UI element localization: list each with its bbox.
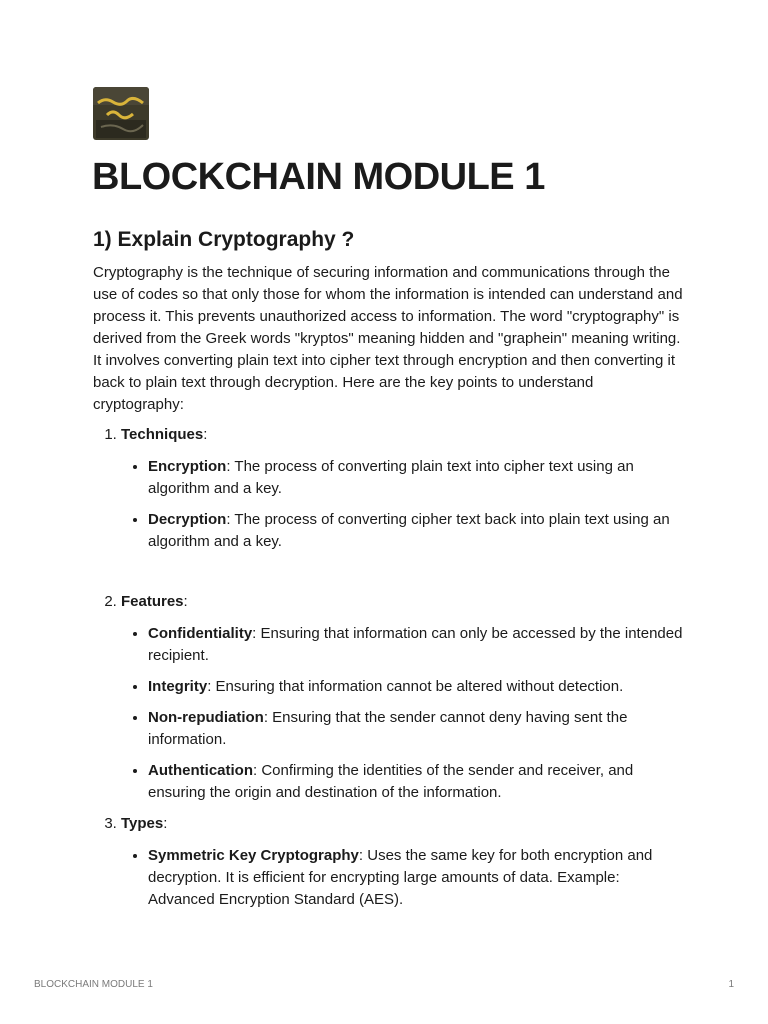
footer-document-title: BLOCKCHAIN MODULE 1 [34,979,153,990]
list-item-types: 3. Types: • Symmetric Key Cryptography: Uses the same key for both encryption and decryption. It is efficient for encrypting large amounts of data. Example: Advanced Encryption Standard (AES). [121,813,683,911]
term: Non-repudiation [148,709,264,726]
page-title: BLOCKCHAIN MODULE 1 [92,156,545,198]
list-item [148,509,683,553]
definition: : The process of converting plain text into cipher text using an algorithm and a key. [148,458,634,497]
list-item [148,760,683,804]
section-heading: 1) Explain Cryptography ? [93,228,355,251]
term: Integrity [148,678,208,695]
list-item [148,676,683,698]
list-item [148,707,683,751]
list-item [148,456,683,500]
definition: : The process of converting cipher text back into plain text using an algorithm and a key. [148,511,670,550]
list-item-features: 2. Features: • Confidentiality: Ensuring that information can only be accessed by the intended recipient. • Integrity: Ensuring that information cannot be altered without detection. • Non-repudiation: Ensuring that the sender cannot deny having sent the information. • Authentication: Confirming the identities of the sender and receiver, and ensuring the origin and destination of the information. [121,591,683,804]
term: Encryption [148,458,227,475]
term: Symmetric Key Cryptography [148,847,359,864]
list-item [148,845,683,911]
techniques-sublist [121,456,683,553]
list-item-label: Features [121,593,184,610]
list-item-techniques: 1. Techniques: • Encryption: The process of converting plain text into cipher text using an algorithm and a key. • Decryption: The process of converting cipher text back into plain text using an algorithm and a key. [121,424,683,553]
definition: : Confirming the identities of the sender and receiver, and ensuring the origin and destination of the information. [148,762,634,801]
footer-page-number: 1 [728,979,734,990]
list-item-label: Types [121,815,164,832]
term: Confidentiality [148,625,253,642]
features-sublist [121,623,683,804]
key-points-list [93,424,683,911]
document-body [93,226,683,920]
definition: : Uses the same key for both encryption and decryption. It is efficient for encrypting large amounts of data. Example: Advanced Encryption Standard (AES). [148,847,653,908]
list-item-label: Techniques [121,426,204,443]
definition: : Ensuring that information can only be accessed by the intended recipient. [148,625,683,664]
definition: : Ensuring that the sender cannot deny having sent the information. [148,709,628,748]
term: Authentication [148,762,253,779]
types-sublist [121,845,683,911]
intro-paragraph: Cryptography is the technique of securing information and communications through the use of codes so that only those for whom the information is intended can understand and process it. This prevents unauthorized access to information. The word "cryptography" is derived from the Greek words "kryptos" meaning hidden and "graphein" meaning writing. It involves converting plain text into cipher text through encryption and then converting it back to plain text through decryption. Here are the key points to understand cryptography: [93,264,683,413]
term: Decryption [148,511,227,528]
page-cover-image [93,87,149,140]
list-item [148,623,683,667]
definition: : Ensuring that information cannot be altered without detection. [207,678,624,695]
